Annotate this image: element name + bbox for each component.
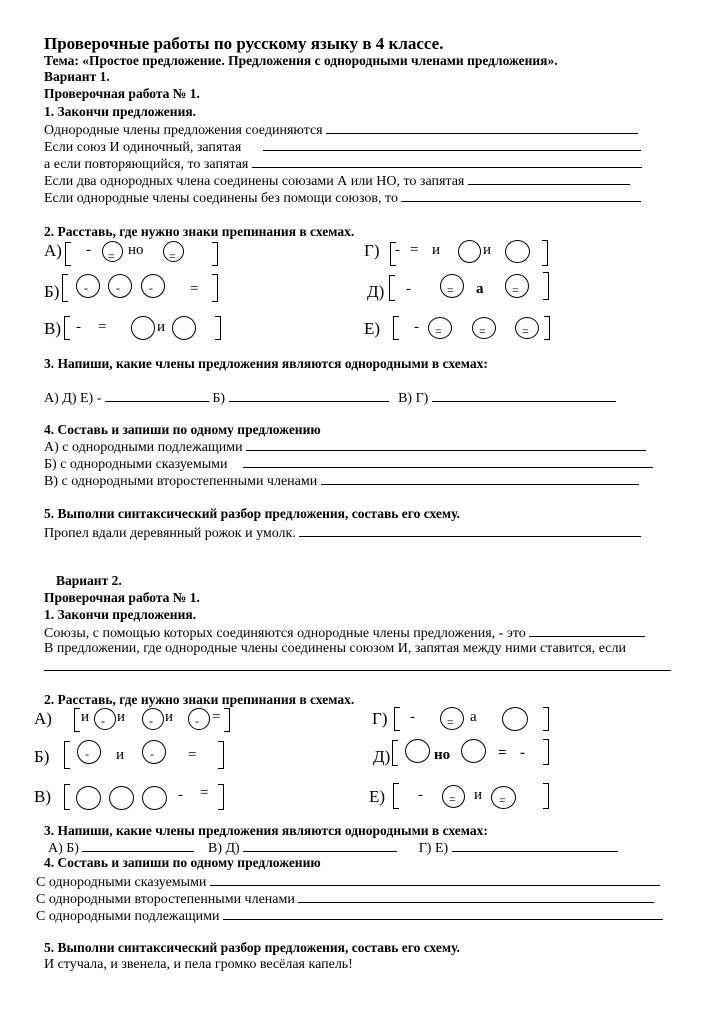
dash-mark: - xyxy=(149,714,153,728)
v2-task1-line1: Союзы, с помощью которых соединяются однородные члены предложения, - это xyxy=(44,624,645,642)
v2-task4-line3: С однородными подлежащими xyxy=(36,907,663,925)
v2-task5-title: 5. Выполни синтаксический разбор предложения, составь его схему. xyxy=(44,940,460,955)
dash-mark: - xyxy=(86,242,91,258)
dash-mark: - xyxy=(101,714,105,728)
v2-scheme-a-label: А) xyxy=(34,709,52,728)
v1-task1-title: 1. Закончи предложения. xyxy=(44,104,197,119)
conjunction-i: и xyxy=(165,709,174,725)
v2-scheme-d-close-bracket xyxy=(543,739,549,765)
v1-scheme-a-label: А) xyxy=(44,241,62,260)
v1-scheme-e-label: Е) xyxy=(364,319,381,338)
v2-scheme-g-label: Г) xyxy=(372,709,388,728)
v1-task2-title: 2. Расставь, где нужно знаки препинания в схемах. xyxy=(44,224,355,239)
variant2-heading: Вариант 2. xyxy=(56,573,122,588)
v2-scheme-e-open-bracket xyxy=(393,783,399,809)
v2-scheme-d-open-bracket xyxy=(392,740,398,766)
dash-mark: - xyxy=(84,281,88,295)
conjunction-i: и xyxy=(81,709,90,725)
conjunction-i: и xyxy=(483,242,492,258)
underline-mark: = xyxy=(435,324,442,338)
conjunction-i: и xyxy=(432,242,441,258)
v2-scheme-e-label: Е) xyxy=(369,787,386,806)
v2-scheme-b-close-bracket xyxy=(218,741,224,769)
v2-scheme-e-close-bracket xyxy=(543,783,549,809)
v2-scheme-v-open-bracket xyxy=(64,784,70,810)
underline-mark: = xyxy=(447,715,454,729)
subject-circle xyxy=(141,274,165,298)
answer-line xyxy=(44,670,671,671)
v1-task5-sentence: Пропел вдали деревянный рожок и умолк. xyxy=(44,524,641,542)
underline-mark: = xyxy=(188,747,197,763)
variant1-heading: Вариант 1. xyxy=(44,69,110,84)
dash-mark: - xyxy=(406,281,411,297)
conjunction-i: и xyxy=(474,787,483,803)
v2-scheme-g-open-bracket xyxy=(394,707,400,731)
subject-circle xyxy=(77,740,101,764)
dash-mark: - xyxy=(414,319,419,335)
v2-task3-title: 3. Напиши, какие члены предложения являются однородными в схемах: xyxy=(44,823,488,838)
v1-task1-line3: а если повторяющийся, то запятая xyxy=(44,155,642,173)
dash-mark: - xyxy=(418,787,423,803)
member-circle xyxy=(502,707,528,731)
member-circle xyxy=(109,786,134,810)
member-circle xyxy=(172,316,196,340)
v1-scheme-g-close-bracket xyxy=(542,240,548,266)
v2-task5-sentence: И стучала, и звенела, и пела громко весёлая капель! xyxy=(44,957,353,972)
v2-scheme-b-open-bracket xyxy=(64,741,70,769)
underline-mark: = xyxy=(212,709,221,725)
subject-circle xyxy=(108,274,132,298)
underline-mark: = xyxy=(512,283,519,297)
subject-circle xyxy=(76,274,100,298)
page-title: Проверочные работы по русскому языку в 4 классе. xyxy=(44,34,444,53)
v2-task3-answers: А) Б) В) Д) Г) Е) xyxy=(48,839,618,857)
v1-task3-title: 3. Напиши, какие члены предложения являются однородными в схемах: xyxy=(44,356,488,371)
subject-circle xyxy=(94,708,116,730)
v1-scheme-v-label: В) xyxy=(44,319,61,338)
v2-task4-line1: С однородными сказуемыми xyxy=(36,873,660,891)
underline-mark: = xyxy=(410,242,419,258)
dash-mark: - xyxy=(178,787,183,803)
v1-scheme-g-label: Г) xyxy=(364,241,380,260)
v1-task1-line5: Если однородные члены соединены без помощи союзов, то xyxy=(44,189,641,207)
member-circle xyxy=(405,739,430,763)
member-circle xyxy=(461,739,486,763)
v1-scheme-a-open-bracket xyxy=(65,242,71,266)
underline-mark: = xyxy=(498,745,507,761)
underline-mark: = xyxy=(190,281,199,297)
v2-task4-line2: С однородными второстепенными членами xyxy=(36,890,654,908)
dash-mark: - xyxy=(195,714,199,728)
underline-mark: = xyxy=(169,249,176,263)
variant2-work-title: Проверочная работа № 1. xyxy=(44,590,200,605)
member-circle xyxy=(76,786,101,810)
member-circle xyxy=(458,240,481,263)
dash-mark: - xyxy=(149,281,153,295)
underline-mark: = xyxy=(499,793,506,807)
dash-mark: - xyxy=(520,745,525,761)
conjunction-i: и xyxy=(116,747,125,763)
v1-scheme-d-close-bracket xyxy=(543,272,549,300)
subject-circle xyxy=(142,740,166,764)
v1-task4-line1: А) с однородными подлежащими xyxy=(44,438,646,456)
v2-scheme-v-label: В) xyxy=(34,787,51,806)
conjunction-no: но xyxy=(128,242,144,258)
v1-scheme-v-open-bracket xyxy=(64,316,70,340)
member-circle xyxy=(131,316,155,340)
v2-scheme-a-close-bracket xyxy=(224,708,230,732)
v1-task4-line2: Б) с однородными сказуемыми xyxy=(44,455,653,473)
v1-scheme-e-close-bracket xyxy=(544,316,550,340)
underline-mark: = xyxy=(108,249,115,263)
conjunction-i: и xyxy=(157,319,166,335)
underline-mark: = xyxy=(522,324,529,338)
v1-task4-title: 4. Составь и запиши по одному предложению xyxy=(44,422,321,437)
v1-scheme-b-open-bracket xyxy=(62,274,68,302)
dash-mark: - xyxy=(410,709,415,725)
v2-task4-title: 4. Составь и запиши по одному предложению xyxy=(44,855,321,870)
conjunction-a: а xyxy=(476,281,484,297)
conjunction-a: а xyxy=(470,709,477,725)
v1-scheme-a-close-bracket xyxy=(212,242,218,266)
underline-mark: = xyxy=(447,283,454,297)
dash-mark: - xyxy=(150,747,154,761)
dash-mark: - xyxy=(116,281,120,295)
v2-scheme-b-label: Б) xyxy=(34,747,50,766)
variant1-work-title: Проверочная работа № 1. xyxy=(44,86,200,101)
v2-scheme-a-open-bracket xyxy=(74,708,80,732)
conjunction-i: и xyxy=(117,709,126,725)
v2-task1-line2: В предложении, где однородные члены соединены союзом И, запятая между ними ставится, если xyxy=(44,641,626,656)
topic: Тема: «Простое предложение. Предложения с однородными членами предложения». xyxy=(44,53,558,68)
subject-circle xyxy=(188,708,210,730)
v1-task5-title: 5. Выполни синтаксический разбор предложения, составь его схему. xyxy=(44,506,460,521)
v2-task2-title: 2. Расставь, где нужно знаки препинания в схемах. xyxy=(44,692,355,707)
v1-scheme-v-close-bracket xyxy=(215,316,221,340)
subject-circle xyxy=(142,708,164,730)
v1-scheme-e-open-bracket xyxy=(393,316,399,340)
v1-scheme-b-close-bracket xyxy=(212,274,218,302)
v2-scheme-d-label: Д) xyxy=(373,747,391,766)
v1-task1-line1: Однородные члены предложения соединяются xyxy=(44,121,638,139)
v1-scheme-b-label: Б) xyxy=(44,282,60,301)
underline-mark: = xyxy=(98,319,107,335)
v1-task1-line4: Если два однородных члена соединены союзами А или НО, то запятая xyxy=(44,172,630,190)
underline-mark: = xyxy=(449,792,456,806)
v1-scheme-d-open-bracket xyxy=(389,275,395,301)
conjunction-no: но xyxy=(434,747,451,763)
dash-mark: - xyxy=(76,319,81,335)
v1-task4-line3: В) с однородными второстепенными членами xyxy=(44,472,639,490)
member-circle xyxy=(142,786,167,810)
v1-task3-answers: А) Д) Е) - Б) В) Г) xyxy=(44,389,616,407)
dash-mark: - xyxy=(85,747,89,761)
v2-scheme-g-close-bracket xyxy=(543,707,549,731)
member-circle xyxy=(505,240,530,263)
v1-task1-line2: Если союз И одиночный, запятая xyxy=(44,138,641,156)
v2-task1-title: 1. Закончи предложения. xyxy=(44,607,197,622)
v2-scheme-v-close-bracket xyxy=(218,784,224,810)
underline-mark: = xyxy=(479,324,486,338)
dash-mark: - xyxy=(395,242,400,258)
underline-mark: = xyxy=(200,785,209,801)
v1-scheme-d-label: Д) xyxy=(367,282,385,301)
